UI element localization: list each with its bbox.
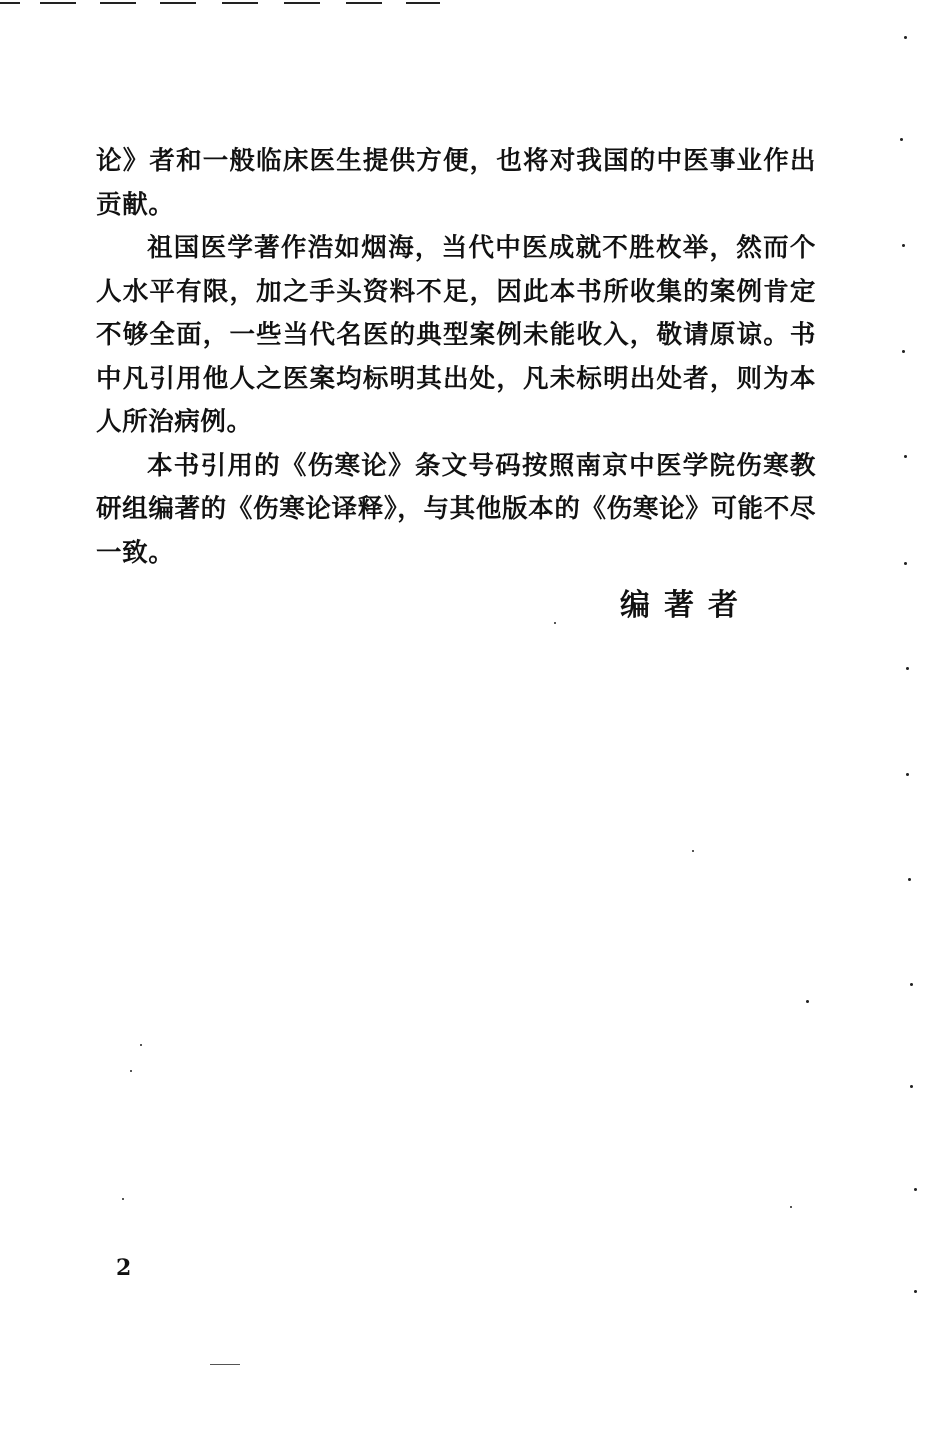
scan-speck <box>906 773 909 776</box>
paragraph-limitations: 祖国医学著作浩如烟海，当代中医成就不胜枚举，然而个人水平有限，加之手头资料不足，因此本书所收集的案例肯定不够全面，一些当代名医的典型案例未能收入，敬请原谅。书中凡引用他人之医案均标明其出处，凡未标明出处者，则为本人所治病例。 <box>96 233 816 437</box>
scan-speck <box>914 1290 917 1293</box>
scan-speck <box>210 1364 240 1365</box>
scan-speck <box>122 1198 124 1200</box>
scan-speck <box>902 350 905 353</box>
top-rule <box>0 0 440 4</box>
paragraph-citation-note: 本书引用的《伤寒论》条文号码按照南京中医学院伤寒教研组编著的《伤寒论译释》，与其他版本的《伤寒论》可能不尽一致。 <box>96 450 816 568</box>
author-signature: 编著者 <box>620 588 752 623</box>
scan-speck <box>902 244 905 247</box>
scan-speck <box>904 455 907 458</box>
scan-speck <box>900 138 903 141</box>
page-body <box>96 140 816 575</box>
scan-speck <box>904 562 907 565</box>
scan-speck <box>130 1070 132 1072</box>
scan-speck <box>140 1044 142 1046</box>
scan-speck <box>806 1000 809 1003</box>
scan-speck <box>790 1206 792 1208</box>
scan-speck <box>908 878 911 881</box>
scan-speck <box>906 667 909 670</box>
paragraph-continuation: 论》者和一般临床医生提供方便，也将对我国的中医事业作出贡献。 <box>96 146 816 220</box>
scan-speck <box>910 1085 913 1088</box>
scan-speck <box>554 622 556 624</box>
scan-speck <box>910 983 913 986</box>
scan-speck <box>914 1188 917 1191</box>
page-number: 2 <box>116 1255 132 1281</box>
scan-speck <box>692 850 694 852</box>
scan-speck <box>904 36 907 39</box>
